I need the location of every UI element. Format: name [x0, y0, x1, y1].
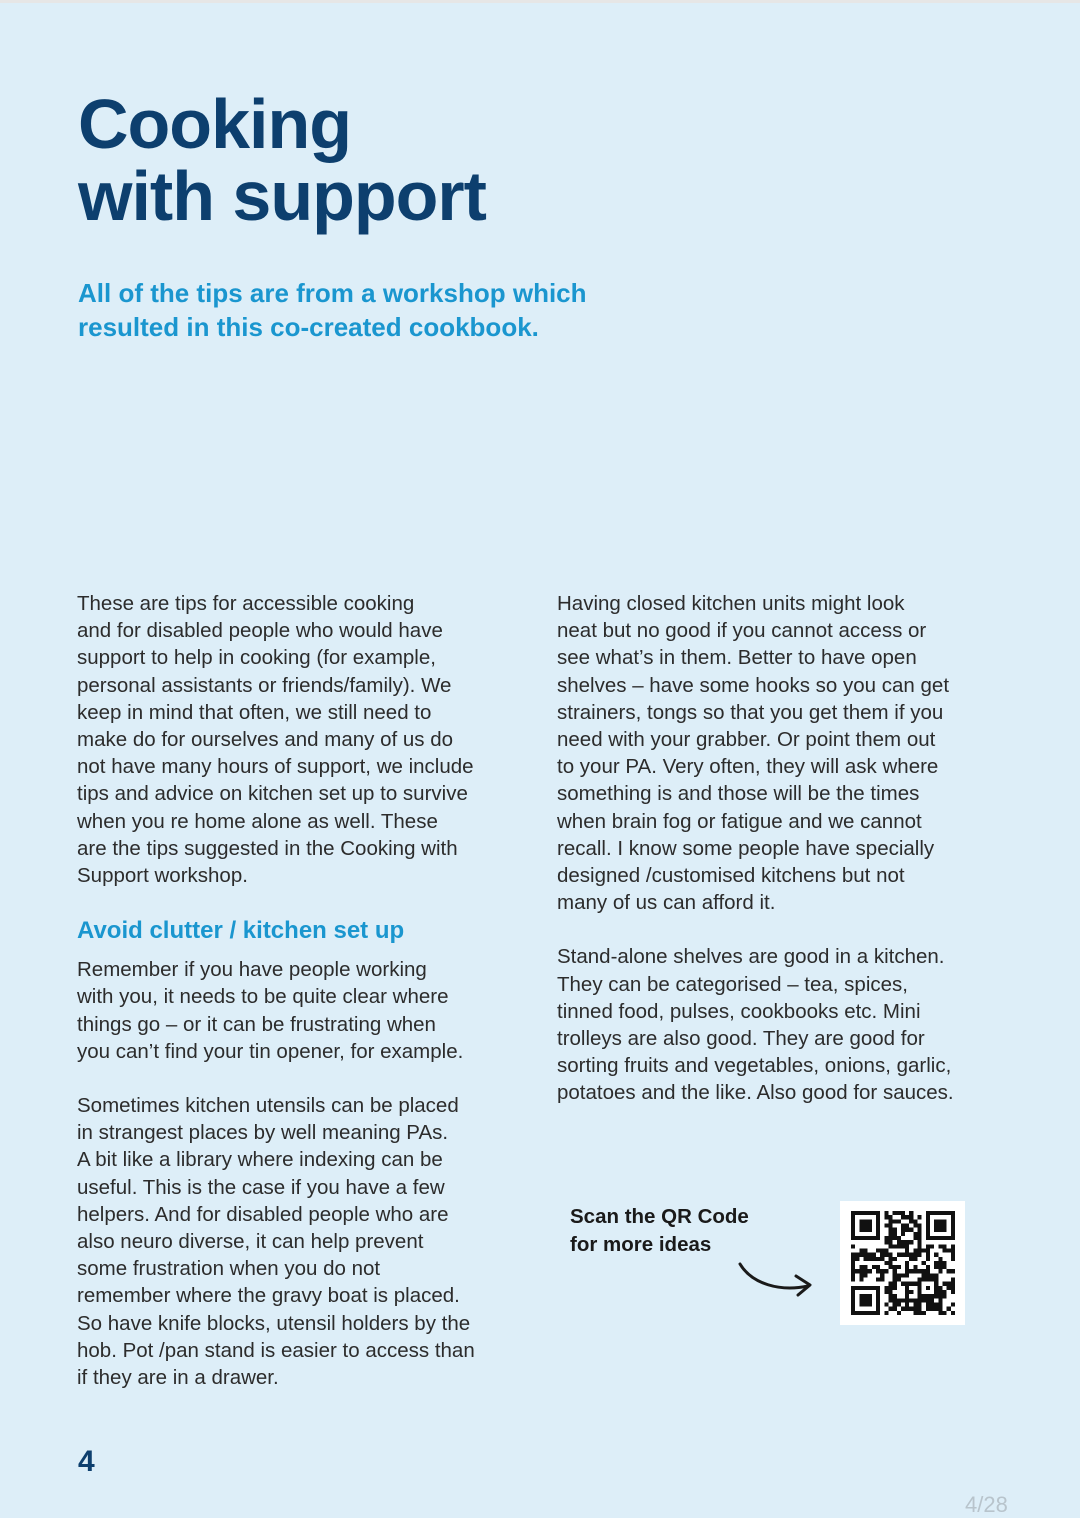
- text-line: some frustration when you do not: [77, 1257, 381, 1281]
- text-line: also neuro diverse, it can help prevent: [77, 1230, 424, 1254]
- subtitle-line-1: All of the tips are from a workshop which: [78, 278, 587, 308]
- text-line: Remember if you have people working: [77, 958, 427, 982]
- text-line: to your PA. Very often, they will ask where: [557, 755, 939, 779]
- left-column: [77, 590, 527, 1418]
- text-line: These are tips for accessible cooking: [77, 592, 415, 615]
- text-line: shelves – have some hooks so you can get: [557, 673, 950, 697]
- text-line: Stand-alone shelves are good in a kitchen.: [557, 945, 945, 969]
- text-line: A bit like a library where indexing can be: [77, 1148, 443, 1172]
- text-line: things go – or it can be frustrating when: [77, 1012, 436, 1036]
- text-line: when brain fog or fatigue and we cannot: [557, 809, 922, 833]
- top-divider: [0, 0, 1080, 3]
- text-line: recall. I know some people have specially: [557, 836, 935, 860]
- text-line: useful. This is the case if you have a few: [77, 1175, 445, 1199]
- page-number: 4: [78, 1445, 95, 1478]
- text-line: designed /customised kitchens but not: [557, 864, 905, 888]
- text-line: and for disabled people who would have: [77, 619, 443, 643]
- text-line: personal assistants or friends/family). We: [77, 673, 452, 697]
- text-line: make do for ourselves and many of us do: [77, 728, 454, 752]
- text-line: sorting fruits and vegetables, onions, garlic,: [557, 1054, 952, 1078]
- viewer-page-counter: 4/28: [965, 1492, 1008, 1517]
- text-line: neat but no good if you cannot access or: [557, 619, 927, 643]
- section-heading: Avoid clutter / kitchen set up: [77, 917, 405, 945]
- qr-caption-line-2: for more ideas: [570, 1233, 712, 1256]
- right-column: [557, 590, 1007, 1134]
- page-subtitle: [78, 276, 678, 344]
- text-line: So have knife blocks, utensil holders by the: [77, 1311, 471, 1335]
- text-line: helpers. And for disabled people who are: [77, 1202, 449, 1226]
- text-line: if they are in a drawer.: [77, 1366, 279, 1390]
- shelves-paragraph: [557, 943, 1007, 1106]
- kitchen-units-paragraph: [557, 590, 1007, 916]
- text-line: They can be categorised – tea, spices,: [557, 972, 908, 996]
- text-line: keep in mind that often, we still need to: [77, 700, 432, 724]
- text-line: see what’s in them. Better to have open: [557, 646, 917, 670]
- tin-opener-paragraph: [77, 956, 527, 1065]
- intro-paragraph: [77, 590, 527, 889]
- text-line: hob. Pot /pan stand is easier to access than: [77, 1338, 475, 1362]
- title-line-2: with support: [78, 157, 486, 235]
- qr-caption-line-1: Scan the QR Code: [570, 1205, 749, 1228]
- text-line: need with your grabber. Or point them out: [557, 728, 936, 752]
- text-line: support to help in cooking (for example,: [77, 646, 436, 670]
- text-line: when you re home alone as well. These: [77, 809, 438, 833]
- text-line: tinned food, pulses, cookbooks etc. Mini: [557, 999, 921, 1023]
- text-line: you can’t find your tin opener, for example.: [77, 1039, 464, 1063]
- text-line: Support workshop.: [77, 864, 248, 888]
- curved-arrow-icon: [736, 1258, 818, 1300]
- qr-code[interactable]: [840, 1201, 965, 1325]
- qr-caption: [570, 1203, 749, 1259]
- text-line: potatoes and the like. Also good for sauces.: [557, 1081, 954, 1105]
- text-line: are the tips suggested in the Cooking with: [77, 836, 458, 860]
- qr-code-icon: [851, 1211, 955, 1315]
- text-line: strainers, tongs so that you get them if you: [557, 700, 944, 724]
- text-line: with you, it needs to be quite clear where: [77, 985, 449, 1009]
- page-title: [78, 85, 486, 235]
- text-line: Sometimes kitchen utensils can be placed: [77, 1094, 459, 1118]
- subtitle-line-2: resulted in this co-created cookbook.: [78, 312, 539, 342]
- text-line: in strangest places by well meaning PAs.: [77, 1121, 449, 1145]
- text-line: trolleys are also good. They are good for: [557, 1027, 925, 1051]
- text-line: not have many hours of support, we include: [77, 755, 474, 779]
- text-line: Having closed kitchen units might look: [557, 592, 905, 615]
- title-line-1: Cooking: [78, 85, 351, 163]
- text-line: many of us can afford it.: [557, 891, 776, 915]
- utensils-paragraph: [77, 1092, 527, 1391]
- text-line: something is and those will be the times: [557, 782, 920, 806]
- text-line: tips and advice on kitchen set up to survive: [77, 782, 468, 806]
- text-line: remember where the gravy boat is placed.: [77, 1284, 460, 1308]
